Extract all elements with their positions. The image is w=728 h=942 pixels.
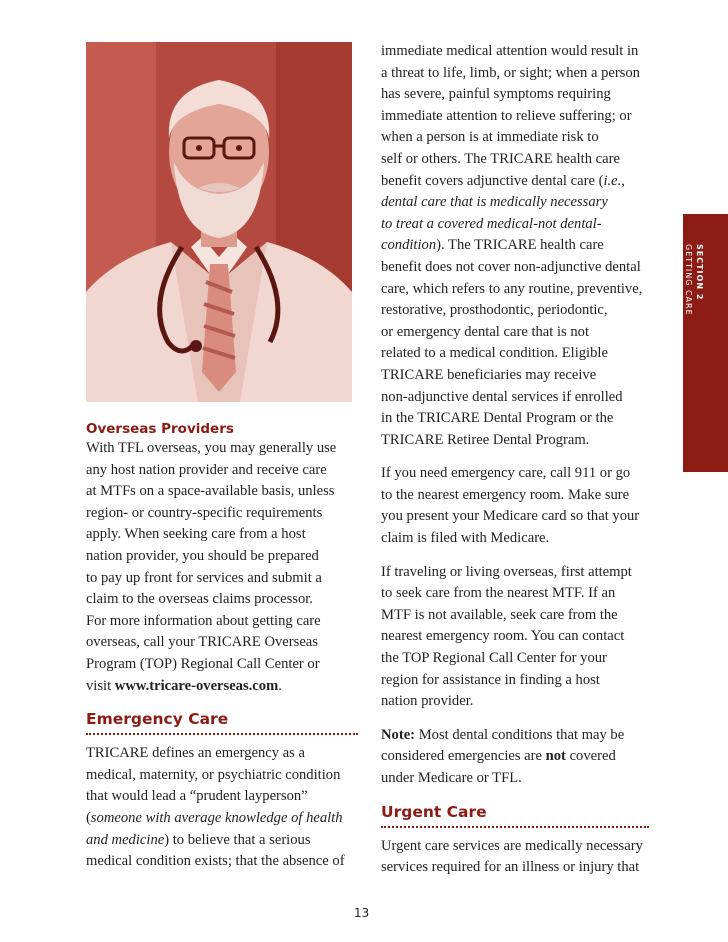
call-911-line: claim is filed with Medicare. [381,530,550,547]
overseas-visit-line [86,676,358,698]
overseas-line: nation provider, you should be prepared [86,547,319,564]
overseas-line: claim to the overseas claims processor. [86,591,313,608]
overseas-line: region- or country-specific requirements [86,504,323,521]
overseas-line: For more information about getting care [86,612,321,629]
dental-line: benefit does not cover non-adjunctive dental [381,258,641,275]
emergency-line: that would lead a “prudent layperson” [86,788,308,805]
dental-italic-line: dental care that is medically necessary [381,194,608,211]
dental-line: non-adjunctive dental services if enrolled [381,388,623,405]
overseas-emergency-line: If traveling or living overseas, first attempt [381,563,632,580]
dental-line: related to a medical condition. Eligible [381,345,608,362]
spacer [381,790,649,802]
overseas-emergency-line: region for assistance in finding a host [381,671,600,688]
dental-line: care, which refers to any routine, preventive, [381,280,643,297]
paren-open: ( [86,809,91,826]
emergency-line: medical condition exists; that the absence of [86,853,345,870]
note-text: covered [565,748,616,765]
urgent-line: services required for an illness or injury that [381,859,640,876]
italic-definition: someone with average knowledge of health [90,809,343,826]
overseas-emergency-line: nation provider. [381,693,474,710]
overseas-line: overseas, call your TRICARE Overseas [86,634,318,651]
emergency-text: ) to believe that a serious [164,831,311,848]
dental-line: TRICARE beneficiaries may receive [381,366,597,383]
overseas-providers-heading: Overseas Providers [86,421,234,437]
note-text: considered emergencies are [381,748,546,765]
dental-line: when a person is at immediate risk to [381,129,599,146]
overseas-line: to pay up front for services and submit a [86,569,322,586]
overseas-line: any host nation provider and receive care [86,461,327,478]
dental-line: immediate medical attention would result in [381,43,639,59]
overseas-emergency-line: MTF is not available, seek care from the [381,606,618,623]
overseas-emergency-line: nearest emergency room. You can contact [381,628,625,645]
page-number: 13 [354,906,370,920]
dental-line: a threat to life, limb, or sight; when a person [381,64,640,81]
italic-ie: i.e., [603,172,625,189]
emergency-line: TRICARE defines an emergency as a [86,745,305,762]
section-tab-label [683,244,705,316]
dental-line: has severe, painful symptoms requiring [381,86,611,103]
note-text: Most dental conditions that may be [415,726,625,743]
spacer [381,451,649,463]
call-911-line: If you need emergency care, call 911 or go [381,465,631,482]
note-line [381,725,649,747]
dental-italic-line: to treat a covered medical-not dental- [381,215,602,232]
dental-line: self or others. The TRICARE health care [381,150,620,167]
overseas-line: apply. When seeking care from a host [86,526,306,543]
dental-line [381,171,649,193]
overseas-emergency-line: to seek care from the nearest MTF. If an [381,585,616,602]
dental-line: or emergency dental care that is not [381,323,590,340]
right-column [381,41,649,879]
overseas-line: With TFL overseas, you may generally use [86,440,337,456]
section-divider [381,822,649,828]
doctor-photo [86,42,352,402]
section-title: GETTING CARE [684,244,693,316]
note-line: under Medicare or TFL. [381,770,522,786]
left-column [86,420,358,873]
emergency-care-heading: Emergency Care [86,710,229,729]
overseas-emergency-line: the TOP Regional Call Center for your [381,650,607,667]
dental-line: restorative, prosthodontic, periodontic, [381,302,608,319]
call-911-line: you present your Medicare card so that your [381,508,640,525]
dental-line: TRICARE Retiree Dental Program. [381,431,590,448]
overseas-line: at MTFs on a space-available basis, unless [86,483,335,500]
call-911-line: to the nearest emergency room. Make sure [381,486,630,503]
emergency-line [86,808,358,830]
dental-line: immediate attention to relieve suffering; or [381,107,632,124]
visit-prefix: visit [86,677,115,694]
overseas-line: Program (TOP) Regional Call Center or [86,655,320,672]
italic-definition: and medicine [86,831,165,848]
emergency-line: medical, maternity, or psychiatric condition [86,766,341,783]
urgent-line: Urgent care services are medically necessary [381,837,643,854]
spacer [86,697,358,709]
dental-text: ). The TRICARE health care [436,237,604,254]
tricare-overseas-link[interactable]: www.tricare-overseas.com [114,677,279,694]
note-not-emphasis: not [545,748,566,765]
visit-suffix: . [278,677,282,694]
note-label: Note: [381,726,416,743]
section-number: SECTION 2 [695,244,704,301]
section-divider [86,729,358,735]
urgent-care-heading: Urgent Care [381,802,487,821]
emergency-line [86,830,358,852]
spacer [381,550,649,562]
italic-condition: condition [381,237,437,254]
spacer [381,713,649,725]
note-line [381,746,649,768]
dental-text: benefit covers adjunctive dental care ( [381,172,604,189]
dental-line [381,235,649,257]
dental-line: in the TRICARE Dental Program or the [381,410,614,427]
